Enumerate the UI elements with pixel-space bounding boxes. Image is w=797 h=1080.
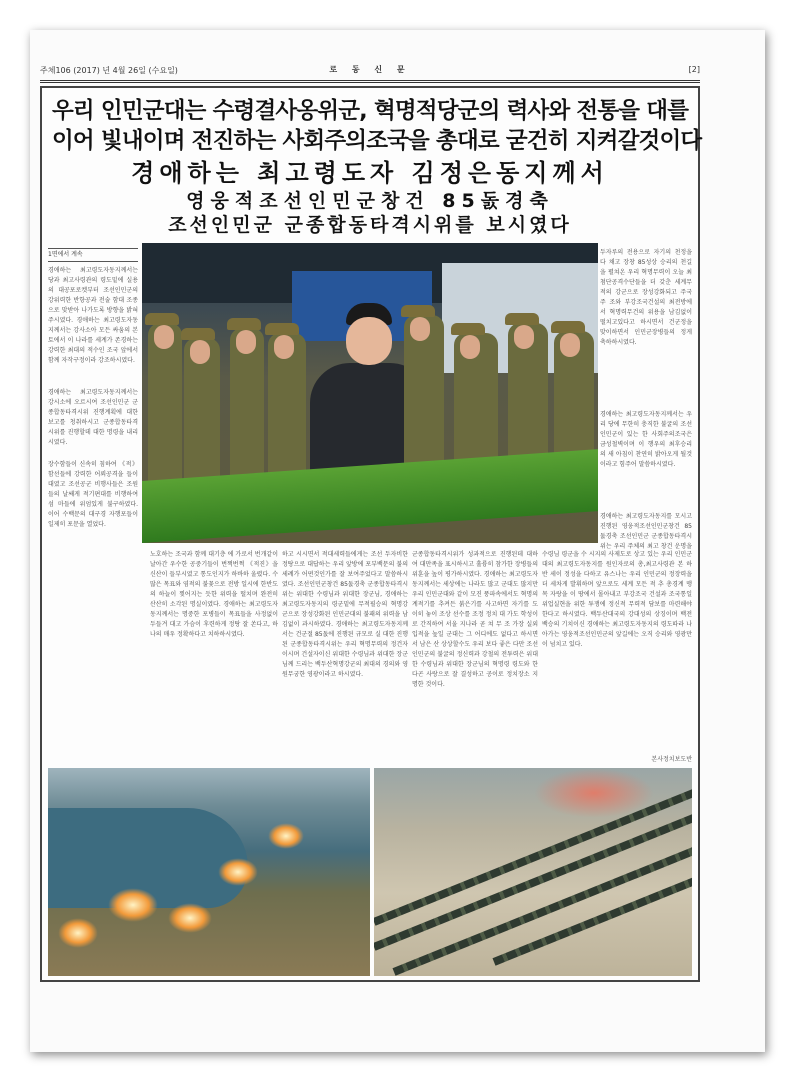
explosion <box>168 903 212 933</box>
headline-line-1: 우리 인민군대는 수령결사옹위군, 혁명적당군의 력사와 전통을 대를 <box>52 98 689 124</box>
continuation-label: 1면에서 계속 <box>48 248 138 262</box>
column-right-top: 두자루의 전용으로 자기의 천정을 다 채고 장창 85성상 승리의 천길을 펼쳐온 우리 혁명무력이 오늘 최첨단공격수단들을 더 갖춘 세계무적의 강군으로 장성강화되고 주국주 조와 부강조국건설의 최전방에서 혁명력무건의 위용을 남김없이 떨치고있다고 하시면서 건군정을 맞이하면서 인민군장병들의 정게 축하하시였다. <box>600 249 692 346</box>
page-number: [2] <box>688 65 700 74</box>
artillery-row <box>374 808 692 950</box>
column-right-mid: 경애하는 최고령도자동지께서는 우리 당에 무한히 충직한 불굴의 조선인민군이 있는 한 사회주의조국은 금성철벽이며 이 행우의 최후승리의 새 아침이 찬연히 밝아오게 될것이라고 힘주어 말씀하시였다. <box>600 411 692 468</box>
headline-line-3: 경애하는 최고령도자 김정은동지께서 <box>131 159 609 187</box>
leader-with-officers-photo <box>142 243 598 543</box>
column-3: 하고 시시면서 적대세력들에게는 조선 두자비한 정탕으로 대답하는 우리 앞방에 포부백문의 불의 세례가 어떤것인가를 잘 보여주었다고 말씀하시였다. 조선인민군창건 85돐경축 군종합동타격시위는 위대한 수령님과 위대한 장군님, 경애하는 최고령도자동지의 령군밑에 무적필승의 혁명강군으로 장성강화된 인민군대의 불패의 위력을 남김없이 과시하였다. 경애하는 최고령도자동지께서는 건군절 85돐에 진행된 규모로 실 대한 진행된 군종합동타격시위는 우리 혁명무력의 정건자이시며 건설자이신 위대한 수령님과 위대한 장군님께 드리는 백두산혁명강군의 최대의 경의와 영원무궁한 영광이라고 하시였다. <box>282 551 408 678</box>
column-left-bottom: 장수함들이 신속히 침하여 《적》함선들에 강력한 어뢰공격을 들이대였고 조선공군 비행사들은 조원들의 날쌔게 적기편대를 비행하여 섬 마들에 위엄있게 불구하였다. 이어 수백문의 대구경 자행포들이 일제히 포문을 열었다. <box>48 461 138 528</box>
column-right-bottom: 수령님 령군을 수 시지의 사제도로 상고 있는 우리 인민군대의 최고령도자동지를 원인자로의 총,최고사령관 본 하반 세이 정성을 다하고 유스나는 우리 인민군의 정장력을 더 세차게 발휘하며 앞으로도 세계 모든 적 추 총경계 맹목 자랑을 이 땅에서 몰아내고 부강조국 건설과 조국통일 위업실현을 위한 투쟁에 정신적 무력적 담보를 마련해야 한다고 하시였다. 백두산대국의 강대성의 상징이며 백전백승의 기치이신 경애하는 최고령도자동지의 령도따라 나아가는 영웅적조선인민군의 앞길에는 오직 승리와 영광만이 넘치고 있다. <box>542 551 692 648</box>
explosion <box>268 823 304 849</box>
paper-name: 로 동 신 문 <box>329 65 411 74</box>
explosion <box>58 918 98 948</box>
artillery-row <box>393 841 692 976</box>
headline-line-4: 영웅적조선인민군창건 85돐경축 <box>186 190 554 212</box>
column-2: 노호하는 조국과 함께 대기층 에 가로서 번개같이 날아간 우수한 공중기들이 번쩍번쩍 《적진》을 신산이 들부시였고 통도인지가 하바하 울렸다. 수많은 목표와 염적의 불꽃으로 전방 일시에 한반도의 하늘이 찢어지는 듯한 위력을 떨치며 완전히 산산히 소각된 명실이였다. 경애하는 최고령도자동지께서는 명중한 포병들이 목표들을 사정없이 두들겨 대고 가슴이 후련하게 정탕 잘 쏜다고, 하나의 매우 정확하다고 치하하시였다. <box>150 551 278 638</box>
issue-date: 주체106 (2017) 년 4월 26일 (수요일) <box>40 66 178 75</box>
smoke-cloud <box>534 768 654 818</box>
masthead <box>40 62 700 78</box>
coastal-artillery-photo <box>48 768 370 976</box>
artillery-line-photo <box>374 768 692 976</box>
photo-credit: 본사정치보도반 <box>651 756 692 763</box>
artillery-row <box>493 861 692 966</box>
article-frame <box>40 86 700 982</box>
headline-line-2: 이어 빛내이며 전진하는 사회주의조국을 총대로 굳건히 지켜갈것이다 <box>52 128 702 154</box>
masthead-rule <box>40 80 700 81</box>
headline-line-5: 조선인민군 군종합동타격시위를 보시였다 <box>168 214 572 236</box>
masthead-rule-2 <box>40 82 700 83</box>
explosion <box>218 858 258 886</box>
column-left-mid: 경애하는 최고령도자동지께서는 강시소에 오르시여 조선인민군 군종합동타격시위 진행계획에 대한 보고를 청취하시고 군종합동타격시위를 진행할데 대한 명령을 내리시였다. <box>48 389 138 446</box>
explosion <box>108 888 158 922</box>
column-left-top: 경애하는 최고령도자동지께서는 당과 최고사령관의 령도밑에 실용의 대공포로켓부터 조선인민군의 강위력한 반항공과 전술 함대 조종으로 맞받아 나가도록 방향을 밝혀주시였다. 경애하는 최고령도자동지께서는 강사소아 모든 싸움의 본토에서 이 나라를 세계가 존경하는 강력한 최대의 적수인 조국 앞에서 함께 자작구정이라 강조하시였다. <box>48 267 138 364</box>
column-right-mid-2: 경애하는 최고령도자동지를 모시고 진행된 영웅적조선인민군창건 85돐경축 조선인민군 군종합동타격시위는 우리 주체의 최고 창건 운명을 <box>600 513 692 550</box>
column-4: 군종합동타격시위가 성과적으로 진행된데 대하여 대만족을 표시하시고 훌륭히 참가한 장병들의 위훈을 높이 평가하시였다. 경애하는 최고령도자동지께서는 세상에는 나라도 많고 군대도 많지만 우리 인민군대와 같이 모진 풍파속에서도 혁명의 계적기를 추켜든 붉은기를 사고하면 자기를 도 이히 놓이 조상 선수를 조정 정치 대 가도 학성이로 간직하여 서울 지나라 곧 쳐 무 조 가장 실외 입적을 높일 군대는 그 어디에도 없다고 하시면서 남은 산 상상할수도 우리 보다 좋은 다만 조선인민군의 불굴의 정신력과 강철의 전투력은 위대한 수령님과 위대한 장군님의 혁명령 령도와 한다곤 사랑으로 잘 결성하고 공이로 정치장소 지명한 것이다. <box>412 551 538 688</box>
